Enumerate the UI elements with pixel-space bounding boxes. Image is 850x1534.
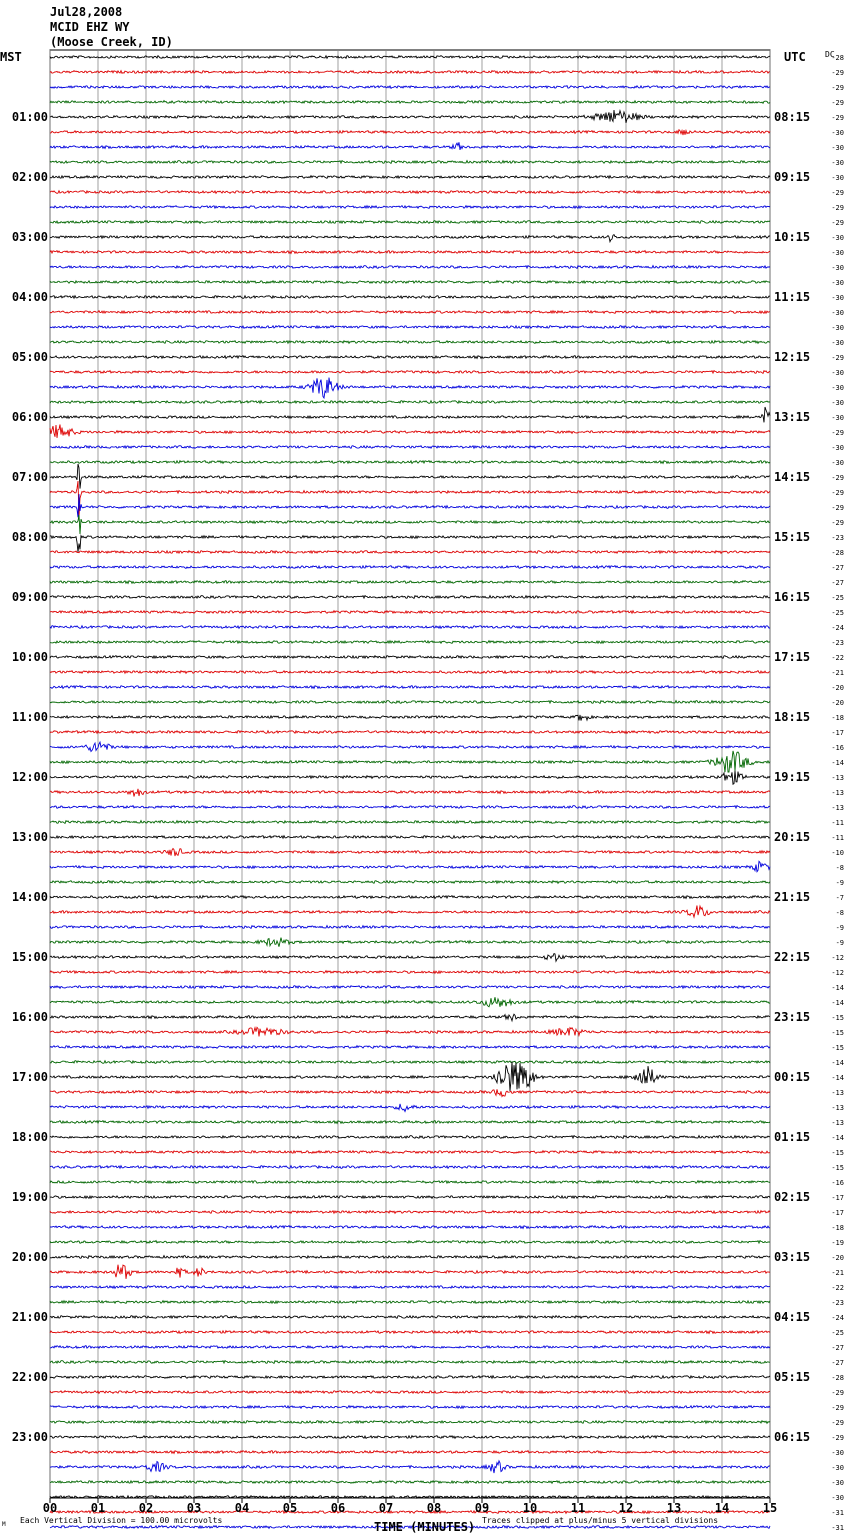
dc-offset-value: -25 — [831, 594, 844, 602]
x-tick-label: 06 — [330, 1501, 346, 1515]
trace-line — [50, 1241, 770, 1244]
dc-offset-value: -15 — [831, 1149, 844, 1157]
mst-hour-label: 02:00 — [11, 170, 48, 184]
dc-offset-value: -29 — [831, 504, 844, 512]
clip-note: Traces clipped at plus/minus 5 vertical divisions — [482, 1516, 719, 1525]
dc-offset-value: -18 — [831, 714, 844, 722]
dc-offset-value: -31 — [831, 1509, 844, 1517]
mst-hour-label: 16:00 — [11, 1010, 48, 1024]
trace-line — [50, 986, 770, 989]
dc-offset-value: -30 — [831, 1494, 844, 1502]
dc-offset-value: -28 — [831, 549, 844, 557]
mst-hour-label: 23:00 — [11, 1430, 48, 1444]
trace-line — [50, 481, 770, 517]
trace-line — [50, 836, 770, 839]
dc-offset-value: -22 — [831, 654, 844, 662]
dc-offset-value: -13 — [831, 804, 844, 812]
mst-hour-label: 22:00 — [11, 1370, 48, 1384]
trace-line — [50, 849, 770, 857]
trace-line — [50, 1136, 770, 1139]
utc-hour-label: 01:15 — [774, 1130, 811, 1144]
dc-offset-value: -28 — [831, 1374, 844, 1382]
trace-line — [50, 494, 770, 517]
utc-hour-label: 23:15 — [774, 1010, 811, 1024]
dc-offset-value: -9 — [835, 879, 844, 887]
trace-line — [50, 371, 770, 374]
mst-hour-label: 05:00 — [11, 350, 48, 364]
utc-hour-label: 04:15 — [774, 1310, 811, 1324]
trace-line — [50, 1461, 770, 1473]
trace-line — [50, 407, 770, 422]
utc-hour-label: 13:15 — [774, 410, 811, 424]
dc-offset-value: -30 — [831, 1464, 844, 1472]
mst-hour-label: 20:00 — [11, 1250, 48, 1264]
dc-offset-value: -29 — [831, 354, 844, 362]
trace-line — [50, 176, 770, 179]
mst-hour-label: 17:00 — [11, 1070, 48, 1084]
dc-offset-value: -30 — [831, 1479, 844, 1487]
trace-line — [50, 861, 770, 871]
trace-line — [50, 701, 770, 704]
dc-offset-value: -29 — [831, 474, 844, 482]
dc-offset-value: -29 — [831, 69, 844, 77]
trace-line — [50, 1436, 770, 1439]
dc-offset-value: -30 — [831, 234, 844, 242]
dc-offset-value: -21 — [831, 669, 844, 677]
trace-line — [50, 1151, 770, 1154]
dc-offset-value: -13 — [831, 1104, 844, 1112]
dc-offset-value: -30 — [831, 339, 844, 347]
dc-offset-value: -29 — [831, 189, 844, 197]
trace-line — [50, 221, 770, 224]
utc-hour-label: 02:15 — [774, 1190, 811, 1204]
dc-offset-value: -8 — [835, 864, 844, 872]
dc-offset-value: -23 — [831, 1299, 844, 1307]
trace-line — [50, 235, 770, 242]
x-tick-label: 10 — [522, 1501, 538, 1515]
trace-line — [50, 1331, 770, 1334]
trace-line — [50, 1301, 770, 1304]
dc-offset-value: -23 — [831, 534, 844, 542]
trace-line — [50, 821, 770, 824]
trace-line — [50, 1346, 770, 1349]
trace-line — [50, 515, 770, 534]
mst-hour-label: 03:00 — [11, 230, 48, 244]
dc-offset-value: -15 — [831, 1029, 844, 1037]
trace-line — [50, 806, 770, 809]
trace-line — [50, 1196, 770, 1199]
x-tick-label: 03 — [186, 1501, 202, 1515]
x-tick-label: 00 — [42, 1501, 58, 1515]
dc-offset-value: -24 — [831, 1314, 844, 1322]
x-tick-label: 05 — [282, 1501, 298, 1515]
right-timezone-label: UTC — [784, 50, 806, 64]
trace-line — [50, 715, 770, 721]
x-tick-label: 11 — [570, 1501, 586, 1515]
utc-hour-label: 00:15 — [774, 1070, 811, 1084]
trace-line — [50, 1062, 770, 1091]
dc-offset-value: -16 — [831, 1179, 844, 1187]
trace-line — [50, 906, 770, 918]
utc-hour-label: 06:15 — [774, 1430, 811, 1444]
trace-line — [50, 686, 770, 689]
dc-offset-value: -9 — [835, 939, 844, 947]
trace-line — [50, 896, 770, 899]
scale-note: Each Vertical Division = 100.00 microvolts — [20, 1516, 223, 1525]
dc-offset-value: -16 — [831, 744, 844, 752]
dc-offset-value: -29 — [831, 99, 844, 107]
trace-line — [50, 101, 770, 104]
dc-offset-value: -25 — [831, 1329, 844, 1337]
mst-hour-label: 01:00 — [11, 110, 48, 124]
trace-line — [50, 1451, 770, 1454]
mst-hour-label: 12:00 — [11, 770, 48, 784]
trace-line — [50, 1046, 770, 1049]
dc-offset-value: -17 — [831, 729, 844, 737]
dc-offset-value: -30 — [831, 279, 844, 287]
dc-offset-value: -27 — [831, 1344, 844, 1352]
dc-offset-value: -7 — [835, 894, 844, 902]
dc-offset-value: -30 — [831, 459, 844, 467]
mst-hour-label: 04:00 — [11, 290, 48, 304]
dc-offset-value: -27 — [831, 1359, 844, 1367]
x-axis-title: TIME (MINUTES) — [374, 1520, 476, 1534]
utc-hour-label: 18:15 — [774, 710, 811, 724]
trace-line — [50, 581, 770, 584]
trace-line — [50, 881, 770, 884]
utc-hour-label: 11:15 — [774, 290, 811, 304]
x-tick-label: 09 — [474, 1501, 490, 1515]
utc-hour-label: 14:15 — [774, 470, 811, 484]
dc-offset-value: -30 — [831, 1449, 844, 1457]
trace-line — [50, 86, 770, 89]
trace-line — [50, 1121, 770, 1124]
header-date: Jul28,2008 — [50, 5, 123, 19]
dc-offset-value: -15 — [831, 1044, 844, 1052]
dc-offset-value: -25 — [831, 609, 844, 617]
trace-line — [50, 611, 770, 614]
dc-offset-value: -29 — [831, 84, 844, 92]
trace-line — [50, 566, 770, 569]
dc-offset-value: -12 — [831, 969, 844, 977]
dc-offset-value: -30 — [831, 264, 844, 272]
trace-line — [50, 1265, 770, 1279]
dc-offset-value: -30 — [831, 294, 844, 302]
trace-line — [50, 1061, 770, 1064]
trace-line — [50, 1089, 770, 1096]
corner-mark: M — [2, 1521, 6, 1528]
dc-offset-value: -29 — [831, 489, 844, 497]
trace-line — [50, 1211, 770, 1214]
dc-offset-value: -17 — [831, 1209, 844, 1217]
dc-offset-value: -9 — [835, 924, 844, 932]
trace-line — [50, 954, 770, 962]
trace-line — [50, 130, 770, 135]
trace-line — [50, 789, 770, 797]
trace-line — [50, 926, 770, 929]
trace-line — [50, 296, 770, 299]
trace-line — [50, 1286, 770, 1289]
dc-offset-value: -28 — [831, 54, 844, 62]
trace-line — [50, 1391, 770, 1394]
trace-line — [50, 1014, 770, 1021]
x-tick-label: 08 — [426, 1501, 442, 1515]
trace-line — [50, 971, 770, 974]
dc-offset-value: -15 — [831, 1164, 844, 1172]
utc-hour-label: 09:15 — [774, 170, 811, 184]
dc-offset-value: -17 — [831, 1194, 844, 1202]
dc-offset-value: -30 — [831, 369, 844, 377]
dc-offset-value: -29 — [831, 1389, 844, 1397]
trace-line — [50, 401, 770, 404]
trace-line — [50, 938, 770, 947]
dc-offset-value: -14 — [831, 1059, 844, 1067]
dc-offset-value: -12 — [831, 954, 844, 962]
trace-line — [50, 206, 770, 209]
dc-offset-value: -15 — [831, 1014, 844, 1022]
trace-line — [50, 751, 770, 772]
trace-line — [50, 731, 770, 734]
mst-hour-label: 08:00 — [11, 530, 48, 544]
mst-hour-label: 10:00 — [11, 650, 48, 664]
trace-line — [50, 1316, 770, 1319]
utc-hour-label: 19:15 — [774, 770, 811, 784]
trace-line — [50, 311, 770, 314]
dc-offset-value: -30 — [831, 444, 844, 452]
mst-hour-label: 06:00 — [11, 410, 48, 424]
trace-line — [50, 1027, 770, 1036]
trace-line — [50, 1256, 770, 1259]
trace-line — [50, 551, 770, 554]
utc-hour-label: 10:15 — [774, 230, 811, 244]
trace-line — [50, 425, 770, 438]
dc-offset-value: -13 — [831, 774, 844, 782]
dc-offset-value: -14 — [831, 1074, 844, 1082]
trace-line — [50, 71, 770, 74]
trace-line — [50, 356, 770, 359]
trace-line — [50, 771, 770, 785]
dc-offset-value: -13 — [831, 1119, 844, 1127]
dc-offset-heading: DC — [825, 50, 835, 59]
mst-hour-label: 07:00 — [11, 470, 48, 484]
trace-line — [50, 641, 770, 644]
dc-offset-value: -13 — [831, 789, 844, 797]
dc-offset-value: -19 — [831, 1239, 844, 1247]
dc-offset-value: -30 — [831, 159, 844, 167]
mst-hour-label: 14:00 — [11, 890, 48, 904]
trace-line — [50, 1181, 770, 1184]
trace-line — [50, 1406, 770, 1409]
mst-hour-label: 13:00 — [11, 830, 48, 844]
left-timezone-label: MST — [0, 50, 22, 64]
header-station: MCID EHZ WY — [50, 20, 130, 34]
dc-offset-value: -23 — [831, 639, 844, 647]
x-tick-label: 12 — [618, 1501, 634, 1515]
trace-line — [50, 626, 770, 629]
x-tick-label: 14 — [714, 1501, 730, 1515]
utc-hour-label: 21:15 — [774, 890, 811, 904]
x-tick-label: 13 — [666, 1501, 682, 1515]
dc-offset-value: -30 — [831, 309, 844, 317]
utc-hour-label: 12:15 — [774, 350, 811, 364]
dc-offset-value: -11 — [831, 819, 844, 827]
dc-offset-value: -30 — [831, 144, 844, 152]
dc-offset-value: -13 — [831, 1089, 844, 1097]
trace-line — [50, 464, 770, 489]
dc-offset-value: -29 — [831, 519, 844, 527]
mst-hour-label: 18:00 — [11, 1130, 48, 1144]
mst-hour-label: 11:00 — [11, 710, 48, 724]
utc-hour-label: 05:15 — [774, 1370, 811, 1384]
trace-line — [50, 281, 770, 284]
dc-offset-value: -20 — [831, 684, 844, 692]
dc-offset-value: -20 — [831, 699, 844, 707]
trace-line — [50, 251, 770, 254]
trace-line — [50, 446, 770, 449]
dc-offset-value: -18 — [831, 1224, 844, 1232]
dc-offset-value: -22 — [831, 1284, 844, 1292]
dc-offset-value: -29 — [831, 429, 844, 437]
dc-offset-value: -27 — [831, 579, 844, 587]
trace-line — [50, 742, 770, 751]
dc-offset-value: -27 — [831, 564, 844, 572]
utc-hour-label: 03:15 — [774, 1250, 811, 1264]
dc-offset-value: -30 — [831, 399, 844, 407]
utc-hour-label: 15:15 — [774, 530, 811, 544]
trace-line — [50, 142, 770, 150]
trace-line — [50, 1421, 770, 1424]
mst-hour-label: 09:00 — [11, 590, 48, 604]
dc-offset-value: -29 — [831, 114, 844, 122]
trace-line — [50, 1226, 770, 1229]
trace-line — [50, 1376, 770, 1379]
trace-line — [50, 997, 770, 1007]
dc-offset-value: -30 — [831, 174, 844, 182]
dc-offset-value: -14 — [831, 759, 844, 767]
x-tick-label: 04 — [234, 1501, 250, 1515]
dc-offset-value: -11 — [831, 834, 844, 842]
header-location: (Moose Creek, ID) — [50, 35, 173, 49]
x-tick-label: 01 — [90, 1501, 106, 1515]
trace-line — [50, 1481, 770, 1484]
utc-hour-label: 08:15 — [774, 110, 811, 124]
utc-hour-label: 16:15 — [774, 590, 811, 604]
utc-hour-label: 22:15 — [774, 950, 811, 964]
seismic-traces — [50, 56, 770, 1534]
dc-offset-value: -8 — [835, 909, 844, 917]
dc-offset-value: -31 — [831, 1524, 844, 1532]
trace-line — [50, 378, 770, 399]
trace-line — [50, 341, 770, 344]
dc-offset-value: -29 — [831, 1419, 844, 1427]
dc-offset-value: -30 — [831, 414, 844, 422]
trace-line — [50, 536, 770, 552]
dc-offset-value: -14 — [831, 984, 844, 992]
dc-offset-value: -29 — [831, 204, 844, 212]
trace-line — [50, 1166, 770, 1169]
dc-offset-value: -30 — [831, 324, 844, 332]
trace-line — [50, 656, 770, 659]
dc-offset-value: -14 — [831, 999, 844, 1007]
mst-hour-label: 21:00 — [11, 1310, 48, 1324]
trace-line — [50, 191, 770, 194]
trace-line — [50, 326, 770, 329]
utc-hour-label: 17:15 — [774, 650, 811, 664]
dc-offset-value: -20 — [831, 1254, 844, 1262]
trace-line — [50, 596, 770, 599]
dc-offset-value: -14 — [831, 1134, 844, 1142]
trace-line — [50, 671, 770, 674]
mst-hour-label: 15:00 — [11, 950, 48, 964]
dc-offset-value: -30 — [831, 249, 844, 257]
x-tick-label: 02 — [138, 1501, 154, 1515]
dc-offset-value: -24 — [831, 624, 844, 632]
trace-line — [50, 161, 770, 164]
dc-offset-value: -30 — [831, 129, 844, 137]
axis-labels — [12, 54, 844, 1534]
trace-line — [50, 110, 770, 123]
trace-line — [50, 1104, 770, 1112]
trace-line — [50, 461, 770, 464]
x-tick-label: 15 — [762, 1501, 778, 1515]
dc-offset-value: -29 — [831, 219, 844, 227]
x-tick-label: 07 — [378, 1501, 394, 1515]
dc-offset-value: -21 — [831, 1269, 844, 1277]
trace-line — [50, 1511, 770, 1514]
dc-offset-value: -10 — [831, 849, 844, 857]
trace-line — [50, 1361, 770, 1364]
utc-hour-label: 20:15 — [774, 830, 811, 844]
dc-offset-value: -29 — [831, 1434, 844, 1442]
trace-line — [50, 56, 770, 59]
dc-offset-value: -29 — [831, 1404, 844, 1412]
trace-line — [50, 266, 770, 269]
mst-hour-label: 19:00 — [11, 1190, 48, 1204]
dc-offset-value: -30 — [831, 384, 844, 392]
